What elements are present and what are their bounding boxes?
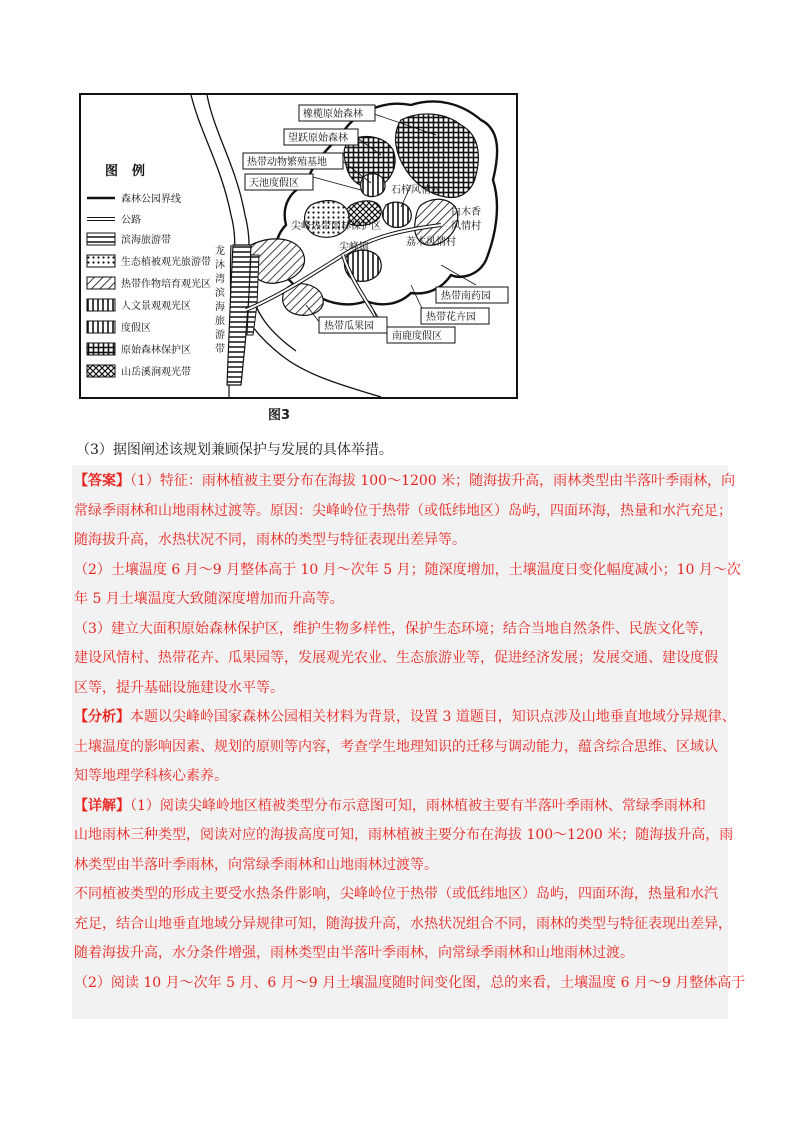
map-label: 热带花卉园 (426, 312, 476, 323)
zone-culture (382, 202, 411, 227)
legend-swatch-primeval (87, 343, 115, 355)
legend-item: 度假区 (121, 323, 151, 334)
map-label: 橡榄原始森林 (303, 109, 363, 120)
answer-text: （1）阅读尖峰岭地区植被类型分布示意图可知，雨林植被主要有半落叶季雨林、常绿季雨林和 (130, 797, 706, 814)
legend-swatch-valley (87, 365, 115, 377)
map-label: 石梓风情村 (391, 185, 441, 196)
answer-line (74, 644, 718, 674)
answer-text: （1）特征：雨林植被主要分布在海拔 100～1200 米；随海拔升高，雨林类型由半落叶季雨林，向 (130, 473, 736, 489)
answer-text: 区等，提升基础设施建设水平等。 (74, 679, 284, 696)
legend-swatch-crop (87, 277, 115, 289)
legend-swatch-culture (87, 299, 115, 311)
map-label: 热带南药园 (441, 291, 491, 302)
answer-text: （2）土壤温度 6 月～9 月整体高于 10 月～次年 5 月；随深度增加，土壤温度日变化幅度减小；10 月～次 (74, 561, 741, 578)
figure-caption: 图3 (268, 408, 291, 423)
answer-line (74, 497, 732, 527)
legend-title: 图例 (105, 164, 160, 179)
legend-swatch-resort (87, 321, 115, 333)
legend-item: 人文景观观光区 (121, 301, 191, 312)
question-text: （3）据图阐述该规划兼顾保护与发展的具体举措。 (76, 442, 393, 458)
answer-line (74, 939, 634, 969)
map-label-vertical: 龙沐湾滨海旅游带 (212, 245, 224, 357)
map-label: 望跃原始森林 (288, 133, 348, 144)
map-figure (79, 93, 518, 399)
section-tag: 【详解】 (74, 797, 130, 814)
answer-line (74, 467, 735, 497)
answer-line (74, 733, 718, 763)
answer-line (74, 526, 466, 556)
answer-line (74, 703, 736, 733)
answer-line (74, 615, 713, 645)
answer-line (74, 556, 741, 586)
map-label: 尖峰热带雨林保护区 (291, 221, 381, 232)
legend-item: 森林公园界线 (121, 194, 181, 205)
answer-text: 建设风情村、热带花卉、瓜果园等，发展观光农业、生态旅游业等，促进经济发展；发展交通、建设度假 (74, 650, 718, 666)
answer-text: 林类型由半落叶季雨林，向常绿季雨林和山地雨林过渡等。 (74, 856, 438, 873)
legend-item: 公路 (121, 215, 141, 226)
answer-line (74, 880, 718, 910)
section-tag: 【答案】 (74, 473, 130, 489)
section-tag: 【分析】 (74, 709, 130, 725)
answer-text: 不同植被类型的形成主要受水热条件影响，尖峰岭位于热带（或低纬地区）岛屿，四面环海，热量和水汽 (74, 886, 718, 902)
answer-text: 山地雨林三种类型，阅读对应的海拔高度可知，雨林植被主要分布在海拔 100～1200 米；随海拔升高，雨 (74, 827, 734, 843)
answer-text: 随着海拔升高，水分条件增强，雨林类型由半落叶季雨林，向常绿季雨林和山地雨林过渡。 (74, 945, 634, 961)
answer-line (74, 762, 228, 792)
map-drawing (81, 95, 516, 397)
answer-text: （3）建立大面积原始森林保护区，维护生物多样性，保护生态环境；结合当地自然条件、民族文化等， (74, 620, 713, 637)
map-label: 热带动物繁殖基地 (247, 157, 327, 168)
legend-swatch-eco (87, 255, 115, 267)
answer-line (74, 969, 745, 999)
answer-text: 土壤温度的影响因素、规划的原则等内容，考查学生地理知识的迁移与调动能力，蕴含综合思维、区域认 (74, 738, 718, 755)
legend-swatch-coastal (87, 233, 115, 245)
map-label: 荔木风情村 (406, 237, 456, 248)
answer-text: 充足，结合山地垂直地域分异规律可知，随海拔升高，水热状况组合不同，雨林的类型与特征表现出差异， (74, 915, 732, 932)
answer-line (74, 910, 732, 940)
answer-line (74, 821, 733, 851)
map-label: 天池度假区 (249, 178, 299, 189)
map-label: 风情村 (451, 221, 481, 232)
map-label: 白木香 (451, 207, 481, 218)
answer-text: 常绿季雨林和山地雨林过渡等。原因：尖峰岭位于热带（或低纬地区）岛屿，四面环海，热量和水汽充足； (74, 502, 732, 519)
answer-line (74, 851, 438, 881)
answer-line (74, 674, 284, 704)
legend-item: 滨海旅游带 (121, 235, 171, 246)
answer-line (74, 585, 344, 615)
answer-text: 随海拔升高，水热状况不同，雨林的类型与特征表现出差异等。 (74, 532, 466, 548)
map-label: 南鹿度假区 (392, 331, 442, 342)
legend (87, 163, 211, 378)
legend-item: 热带作物培育观光区 (121, 279, 211, 290)
legend-item: 原始森林保护区 (121, 345, 191, 356)
legend-item: 山岳溪涧观光带 (121, 367, 191, 378)
answer-line (74, 792, 706, 822)
answer-text: （2）阅读 10 月～次年 5 月、6 月～9 月土壤温度随时间变化图，总的来看，土壤温度 6 月～9 月整体高于 (74, 974, 746, 991)
answer-text: 本题以尖峰岭国家森林公园相关材料为背景，设置 3 道题目，知识点涉及山地垂直地域分异规律、 (130, 709, 736, 725)
map-label: 尖峰镇 (339, 242, 369, 253)
map-label: 热带瓜果园 (324, 321, 374, 332)
zone-resort (361, 174, 385, 197)
answer-text: 知等地理学科核心素养。 (74, 768, 228, 784)
answer-text: 年 5 月土壤温度大致随深度增加而升高等。 (74, 591, 344, 607)
legend-item: 生态植被观光旅游带 (121, 257, 211, 268)
